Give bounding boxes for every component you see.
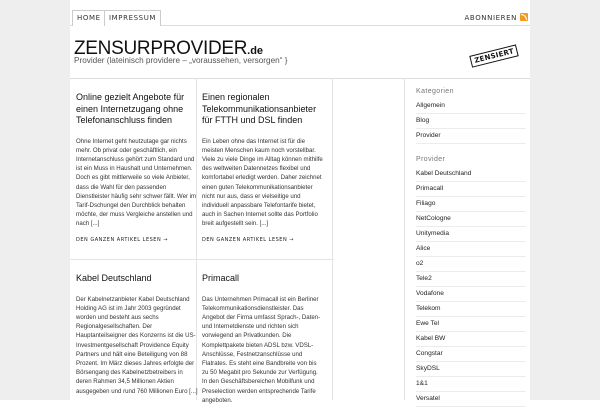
nav-impressum-link[interactable]: IMPRESSUM [104, 10, 161, 26]
provider-item[interactable]: Filiago [416, 197, 526, 212]
rss-icon [520, 13, 528, 21]
subscribe-label: ABONNIEREN [464, 14, 517, 22]
post-excerpt: Das Unternehmen Primacall ist ein Berliner Telekommunikationsdienstleister. Das Angebot der Firma umfasst Sprach-, Daten- und Internetdienste und richten sich vorwiegend an Privatkunden. Die Komplettpakete bieten ADSL bzw. VDSL-Anschlüsse, Festnetzanschlüsse und Flatrates. Es steht eine Bandbreite von bis zu 50 Megabit pro Sekunde zur Verfügung. In den Geschäftsbereichen Mobilfunk und Preselection werden entsprechende Tarife angeboten. [202, 295, 321, 404]
provider-item[interactable]: Kabel Deutschland [416, 167, 526, 182]
category-item[interactable]: Blog [416, 114, 526, 129]
row-divider [70, 259, 334, 260]
read-more-link[interactable]: DEN GANZEN ARTIKEL LESEN → [76, 236, 168, 243]
provider-item[interactable]: o2 [416, 257, 526, 272]
provider-item[interactable]: Congstar [416, 347, 526, 362]
left-margin [0, 0, 70, 400]
providers-heading: Provider [416, 156, 446, 163]
read-more-link[interactable]: DEN GANZEN ARTIKEL LESEN → [202, 236, 294, 243]
post-title[interactable]: Online gezielt Angebote für einen Internetzugang ohne Telefonanschluss finden [76, 92, 185, 125]
content-wrapper [70, 0, 530, 404]
post-excerpt: Ein Leben ohne das Internet ist für die meisten Menschen kaum noch vorstellbar. Viele zu viele Dinge im Alltag können mithilfe des weltweiten Datennetzes flexibel und komfortabel erledigt werden. Daher zeichnet einen guten Telekommunikationsanbieter nicht nur aus, dass er vielseitige und individuell anpassbare Telefontarife bietet, auch in Sachen Internet sollte das Portfolio breit aufgestellt sein. [...] [202, 137, 323, 228]
provider-item[interactable]: Tele2 [416, 272, 526, 287]
post-card [76, 92, 198, 243]
provider-item[interactable]: Vodafone [416, 287, 526, 302]
provider-item[interactable]: Telekom [416, 302, 526, 317]
site-tld: .de [247, 45, 264, 57]
categories-list [416, 99, 526, 144]
category-item[interactable]: Provider [416, 129, 526, 144]
site-name: ZENSURPROVIDER [74, 38, 248, 59]
post-title[interactable]: Einen regionalen Telekommunikationsanbieter für FTTH und DSL finden [202, 92, 317, 125]
provider-item[interactable]: Primacall [416, 182, 526, 197]
top-navigation [70, 10, 530, 26]
right-margin [530, 0, 600, 400]
nav-home-link[interactable]: HOME [72, 10, 106, 26]
provider-item[interactable]: 1&1 [416, 377, 526, 392]
post-title[interactable]: Kabel Deutschland [76, 273, 152, 283]
post-excerpt: Ohne Internet geht heutzutage gar nichts mehr. Ob privat oder geschäftlich, ein Internetanschluss gehört zum Standard und ist ein Muss in Haushalt und Unternehmen. Doch es gibt mittlerweile so viele Anbieter, dass die Wahl für den passenden Dienstleister häufig sehr schwer fällt. Wer im Tarif-Dschungel den Durchblick behalten möchte, der muss Vergleiche anstellen und nach [...] [76, 137, 197, 228]
categories-heading: Kategorien [416, 88, 454, 95]
column-divider [404, 79, 405, 400]
post-card [76, 273, 198, 396]
column-divider [332, 79, 333, 400]
post-excerpt: Der Kabelnetzanbieter Kabel Deutschland Holding AG ist im Jahr 2003 gegründet worden und besteht aus sechs Regionalgesellschaften. Der Hauptanteilseigner des Konzerns ist die US-Investmentgesellschaft Providence Equity Partners und hält eine Beteiligung von 88 Prozent. Im März dieses Jahres erfolgte der Börsengang des Kabelnetzbetreibers in deren Rahmen 34,5 Millionen Aktien ausgegeben und rund 760 Millionen Euro [...] [76, 295, 198, 395]
provider-item[interactable]: SkyDSL [416, 362, 526, 377]
provider-item[interactable]: Unitymedia [416, 227, 526, 242]
zensiert-stamp: ZENSIERT [469, 44, 519, 67]
subscribe-link[interactable] [465, 12, 528, 24]
post-card [202, 273, 324, 405]
provider-item[interactable]: NetCologne [416, 212, 526, 227]
provider-item[interactable]: Ewe Tel [416, 317, 526, 332]
providers-list [416, 167, 526, 407]
post-title[interactable]: Primacall [202, 273, 240, 283]
post-card [202, 92, 324, 243]
category-item[interactable]: Allgemein [416, 99, 526, 114]
header-divider [70, 78, 530, 79]
provider-item[interactable]: Versatel [416, 392, 526, 407]
provider-item[interactable]: Kabel BW [416, 332, 526, 347]
site-tagline: Provider (lateinisch providere – „voraussehen, versorgen“ } [74, 56, 288, 65]
sidebar [416, 84, 526, 407]
provider-item[interactable]: Alice [416, 242, 526, 257]
